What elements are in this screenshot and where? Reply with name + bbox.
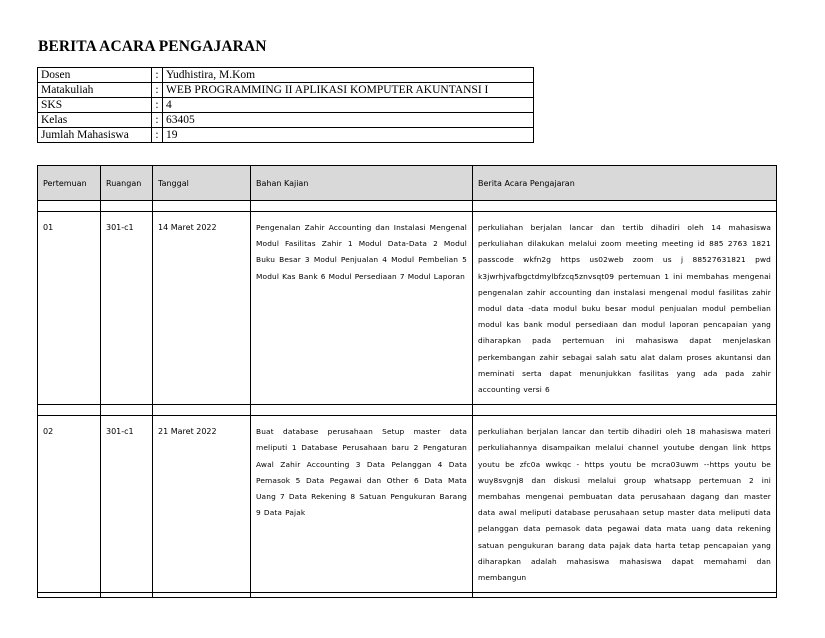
info-separator: : [152,128,163,143]
info-value: WEB PROGRAMMING II APLIKASI KOMPUTER AKUNTANSI I [163,83,534,98]
table-header-row [37,165,777,201]
info-row-kelas [38,113,534,128]
info-label: Dosen [38,68,152,83]
cell-pertemuan: 02 [37,416,101,593]
info-label: Matakuliah [38,83,152,98]
cell-tanggal: 21 Maret 2022 [153,416,251,593]
table-row [37,416,777,593]
info-separator: : [152,83,163,98]
info-label: Kelas [38,113,152,128]
info-separator: : [152,98,163,113]
info-value: 19 [163,128,534,143]
header-bahan-kajian: Bahan Kajian [251,165,473,201]
cell-bahan-kajian: Buat database perusahaan Setup master data meliputi 1 Database Perusahaan baru 2 Pengaturan Awal Zahir Accounting 3 Data Pelanggan 4 Data Pemasok 5 Data Pegawai dan Other 6 Data Mata Uang 7 Data Rekening 8 Satuan Pengukuran Barang 9 Data Pajak [251,416,473,593]
spacer-row [37,405,777,416]
cell-berita-acara: perkuliahan berjalan lancar dan tertib dihadiri oleh 18 mahasiswa materi perkuliahannya disampaikan melalui channel youtube dengan link https youtu be zfc0a wwkqc - https youtu be mcra03uwm --https youtu be wuy8svgnj8 dan diskusi melalui group whatsapp pertemuan 2 ini membahas mengenai pembuatan data perusahaan dagang dan master data awal meliputi database perusahaan setup master data meliputi data pelanggan data pemasok data pegawai data mata uang data rekening satuan pengukuran barang data pajak data harta tetap pencapaian yang diharapkan adalah mahasiswa mahasiswa dapat memahami dan membangun [473,416,777,593]
header-berita-acara: Berita Acara Pengajaran [473,165,777,201]
cell-bahan-kajian: Pengenalan Zahir Accounting dan Instalasi Mengenal Modul Fasilitas Zahir 1 Modul Data-Data 2 Modul Buku Besar 3 Modul Penjualan 4 Modul Pembelian 5 Modul Kas Bank 6 Modul Persediaan 7 Modul Laporan [251,212,473,405]
info-row-jumlah-mahasiswa [38,128,534,143]
header-tanggal: Tanggal [153,165,251,201]
table-row [37,212,777,405]
info-value: 4 [163,98,534,113]
cell-tanggal: 14 Maret 2022 [153,212,251,405]
header-ruangan: Ruangan [101,165,153,201]
info-label: SKS [38,98,152,113]
info-value: Yudhistira, M.Kom [163,68,534,83]
info-row-matakuliah [38,83,534,98]
info-row-dosen [38,68,534,83]
cell-berita-acara: perkuliahan berjalan lancar dan tertib dihadiri oleh 14 mahasiswa perkuliahan dilakukan melalui zoom meeting meeting id 885 2763 1821 passcode wkfn2g https us02web zoom us j 88527631821 pwd k3jwrhjvafbgctdmylbfzcq5znvsqt09 pertemuan 1 ini membahas mengenai pengenalan zahir accounting dan instalasi mengenal modul fasilitas zahir modul data -data modul buku besar modul penjualan modul pembelian modul kas bank modul persediaan dan modul laporan pencapaian yang diharapkan pada pertemuan ini mahasiswa dapat menjelaskan perkembangan zahir sebagai salah satu alat dalam proses akuntansi dan meminati serta dapat menunjukkan fasilitas yang ada pada zahir accounting versi 6 [473,212,777,405]
cell-pertemuan: 01 [37,212,101,405]
info-label: Jumlah Mahasiswa [38,128,152,143]
header-pertemuan: Pertemuan [37,165,101,201]
info-value: 63405 [163,113,534,128]
cell-ruangan: 301-c1 [101,212,153,405]
spacer-row [37,201,777,212]
table-bottom-border [37,593,777,598]
teaching-log-table [37,165,777,598]
cell-ruangan: 301-c1 [101,416,153,593]
info-separator: : [152,113,163,128]
document-title: BERITA ACARA PENGAJARAN [38,38,267,55]
info-row-sks [38,98,534,113]
course-info-table [37,67,534,143]
info-separator: : [152,68,163,83]
